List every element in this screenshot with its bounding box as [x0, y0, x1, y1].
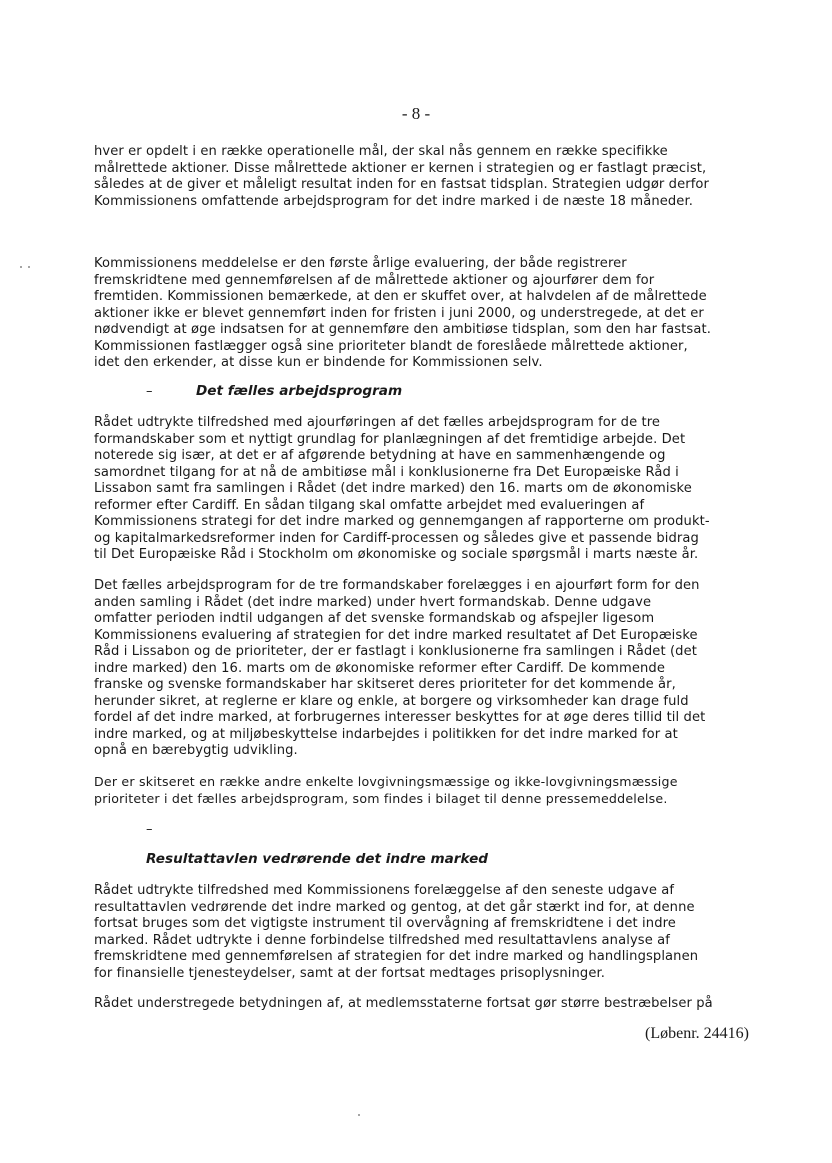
- scan-speck: [28, 266, 30, 268]
- heading-dash: –: [146, 822, 153, 837]
- document-reference-number: (Løbenr. 24416): [645, 1025, 749, 1042]
- section-heading-scoreboard: Resultattavlen vedrørende det indre marked: [146, 851, 489, 867]
- paragraph-evaluation: Kommissionens meddelelse er den første årlige evaluering, der både registrerer fremskridtene med gennemførelsen af de målrettede aktioner og ajourfører dem for fremtiden. Kommissionen bemærkede, at den er skuffet over, at halvdelen af de målrettede aktioner ikke er blevet gennemført inden for fristen i juni 2000, og understregede, at det er nødvendigt at øge indsatsen for at gennemføre den ambitiøse tidsplan, som den har fastsat. Kommissionen fastlægger også sine prioriteter blandt de foreslåede målrettede aktioner, idet den erkender, at disse kun er bindende for Kommissionen selv.: [94, 256, 711, 370]
- heading-dash: –: [146, 384, 153, 399]
- paragraph-intro: hver er opdelt i en række operationelle mål, der skal nås gennem en række specifikke målrettede aktioner. Disse målrettede aktioner er kernen i strategien og er fastlagt præcist, således at de giver et måleligt resultat inden for en fastsat tidsplan. Strategien udgør derfor Kommissionens omfattende arbejdsprogram for det indre marked i de næste 18 måneder.: [94, 144, 710, 209]
- paragraph-member-states: Rådet understregede betydningen af, at medlemsstaterne fortsat gør større bestræbelser på: [94, 996, 713, 1011]
- paragraph-work-programme-1: Rådet udtrykte tilfredshed med ajourføringen af det fælles arbejdsprogram for de tre formandskaber som et nyttigt grundlag for planlægningen af det fremtidige arbejde. Det noterede sig især, at det er af afgørende betydning at have en sammenhængende og samordnet tilgang for at nå de ambitiøse mål i konklusionerne fra Det Europæiske Råd i Lissabon samt fra samlingen i Rådet (det indre marked) den 16. marts om de økonomiske reformer efter Cardiff. En sådan tilgang skal omfatte arbejdet med evalueringen af Kommissionens strategi for det indre marked og gennemgangen af rapporterne om produkt- og kapitalmarkedsreformer inden for Cardiff-processen og således give et passende bidrag til Det Europæiske Råd i Stockholm om økonomiske og sociale spørgsmål i marts næste år.: [94, 415, 710, 562]
- section-heading-work-programme: Det fælles arbejdsprogram: [196, 383, 403, 399]
- scan-speck: [20, 266, 22, 268]
- paragraph-scoreboard: Rådet udtrykte tilfredshed med Kommissionens forelæggelse af den seneste udgave af resultattavlen vedrørende det indre marked og gentog, at det går stærkt ind for, at denne fortsat bruges som det vigtigste instrument til overvågning af fremskridtene i det indre marked. Rådet udtrykte i denne forbindelse tilfredshed med resultattavlens analyse af fremskridtene med gennemførelsen af strategien for det indre marked og handlingsplanen for finansielle tjenesteydelser, samt at der fortsat medtages prisoplysninger.: [94, 883, 699, 981]
- paragraph-other-priorities: Der er skitseret en række andre enkelte lovgivningsmæssige og ikke-lovgivningsmæssige prioriteter i det fælles arbejdsprogram, som findes i bilaget til denne pressemeddelelse.: [94, 774, 678, 806]
- paragraph-work-programme-2: Det fælles arbejdsprogram for de tre formandskaber forelægges i en ajourført form for den anden samling i Rådet (det indre marked) under hvert formandskab. Denne udgave omfatter perioden indtil udgangen af det svenske formandskab og afspejler ligesom Kommissionens evaluering af strategien for det indre marked resultatet af Det Europæiske Råd i Lissabon og de prioriteter, der er fastlagt i konklusionerne fra samlingen i Rådet (det indre marked) den 16. marts om de økonomiske reformer efter Cardiff. De kommende franske og svenske formandskaber har skitseret deres prioriteter for det kommende år, herunder sikret, at reglerne er klare og enkle, at borgere og virksomheder kan drage fuld fordel af det indre marked, at forbrugernes interesser beskyttes for at øge deres tillid til det indre marked, og at miljøbeskyttelse indarbejdes i politikken for det indre marked for at opnå en bærebygtig udvikling.: [94, 578, 706, 758]
- scan-speck: [358, 1114, 360, 1116]
- page-number: - 8 -: [401, 104, 431, 123]
